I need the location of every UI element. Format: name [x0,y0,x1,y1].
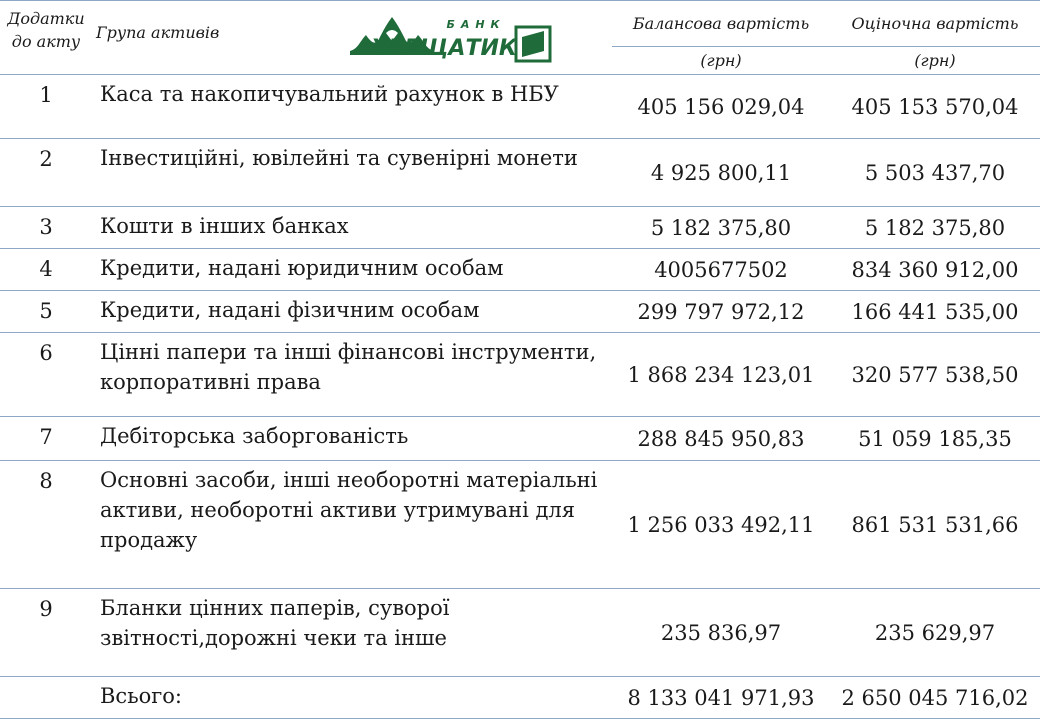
table-row [0,333,1040,417]
row-estimated-value: 5 182 375,80 [830,207,1040,249]
table-row [0,589,1040,677]
row-asset-name: Кредити, надані фізичним особам [92,291,612,333]
row-number: 8 [0,461,92,589]
total-number-cell [0,677,92,719]
header-appendix [0,1,92,75]
row-asset-name: Цінні папери та інші фінансові інструменти, корпоративні права [92,333,612,417]
header-asset-group-label: Група активів [96,23,220,42]
row-balance-value: 1 868 234 123,01 [612,333,830,417]
bank-logo-graphic [348,11,558,69]
header-balance-value: Балансова вартість [612,1,830,47]
row-number: 5 [0,291,92,333]
total-label: Всього: [92,677,612,719]
row-balance-value: 1 256 033 492,11 [612,461,830,589]
header-appendix-line1: Додатки [7,9,85,28]
row-asset-name: Каса та накопичувальний рахунок в НБУ [92,75,612,139]
row-number: 1 [0,75,92,139]
table-row [0,75,1040,139]
row-balance-value: 299 797 972,12 [612,291,830,333]
row-balance-value: 405 156 029,04 [612,75,830,139]
row-estimated-value: 51 059 185,35 [830,417,1040,461]
row-balance-value: 5 182 375,80 [612,207,830,249]
row-estimated-value: 320 577 538,50 [830,333,1040,417]
row-number: 9 [0,589,92,677]
row-asset-name: Інвестиційні, ювілейні та сувенірні монети [92,139,612,207]
header-estimated-value: Оціночна вартість [830,1,1040,47]
row-number: 7 [0,417,92,461]
row-asset-name: Дебіторська заборгованість [92,417,612,461]
row-balance-value: 4005677502 [612,249,830,291]
row-balance-value: 288 845 950,83 [612,417,830,461]
row-balance-value: 4 925 800,11 [612,139,830,207]
table-row [0,249,1040,291]
total-estimated-value: 2 650 045 716,02 [830,677,1040,719]
header-balance-unit: (грн) [612,47,830,75]
row-asset-name: Основні засоби, інші необоротні матеріальні активи, необоротні активи утримувані для продажу [92,461,612,589]
logo-bank-name: ХРЕЩАТИК [371,36,517,61]
total-row [0,677,1040,719]
row-estimated-value: 405 153 570,04 [830,75,1040,139]
row-number: 4 [0,249,92,291]
header-estimate-unit: (грн) [830,47,1040,75]
row-estimated-value: 861 531 531,66 [830,461,1040,589]
row-number: 3 [0,207,92,249]
total-balance-value: 8 133 041 971,93 [612,677,830,719]
row-estimated-value: 834 360 912,00 [830,249,1040,291]
bank-logo [348,11,558,69]
row-estimated-value: 166 441 535,00 [830,291,1040,333]
row-asset-name: Кошти в інших банках [92,207,612,249]
table-row [0,291,1040,333]
header-asset-group [92,1,612,75]
logo-bank-word: БАНК [446,18,506,31]
table-row [0,139,1040,207]
row-balance-value: 235 836,97 [612,589,830,677]
row-asset-name: Бланки цінних паперів, суворої звітності,дорожні чеки та інше [92,589,612,677]
row-number: 6 [0,333,92,417]
row-estimated-value: 5 503 437,70 [830,139,1040,207]
table-row [0,207,1040,249]
row-asset-name: Кредити, надані юридичним особам [92,249,612,291]
row-number: 2 [0,139,92,207]
header-row [0,1,1040,47]
table-row [0,461,1040,589]
row-estimated-value: 235 629,97 [830,589,1040,677]
table-row [0,417,1040,461]
header-appendix-line2: до акту [11,32,81,51]
logo-square-icon [516,27,550,61]
